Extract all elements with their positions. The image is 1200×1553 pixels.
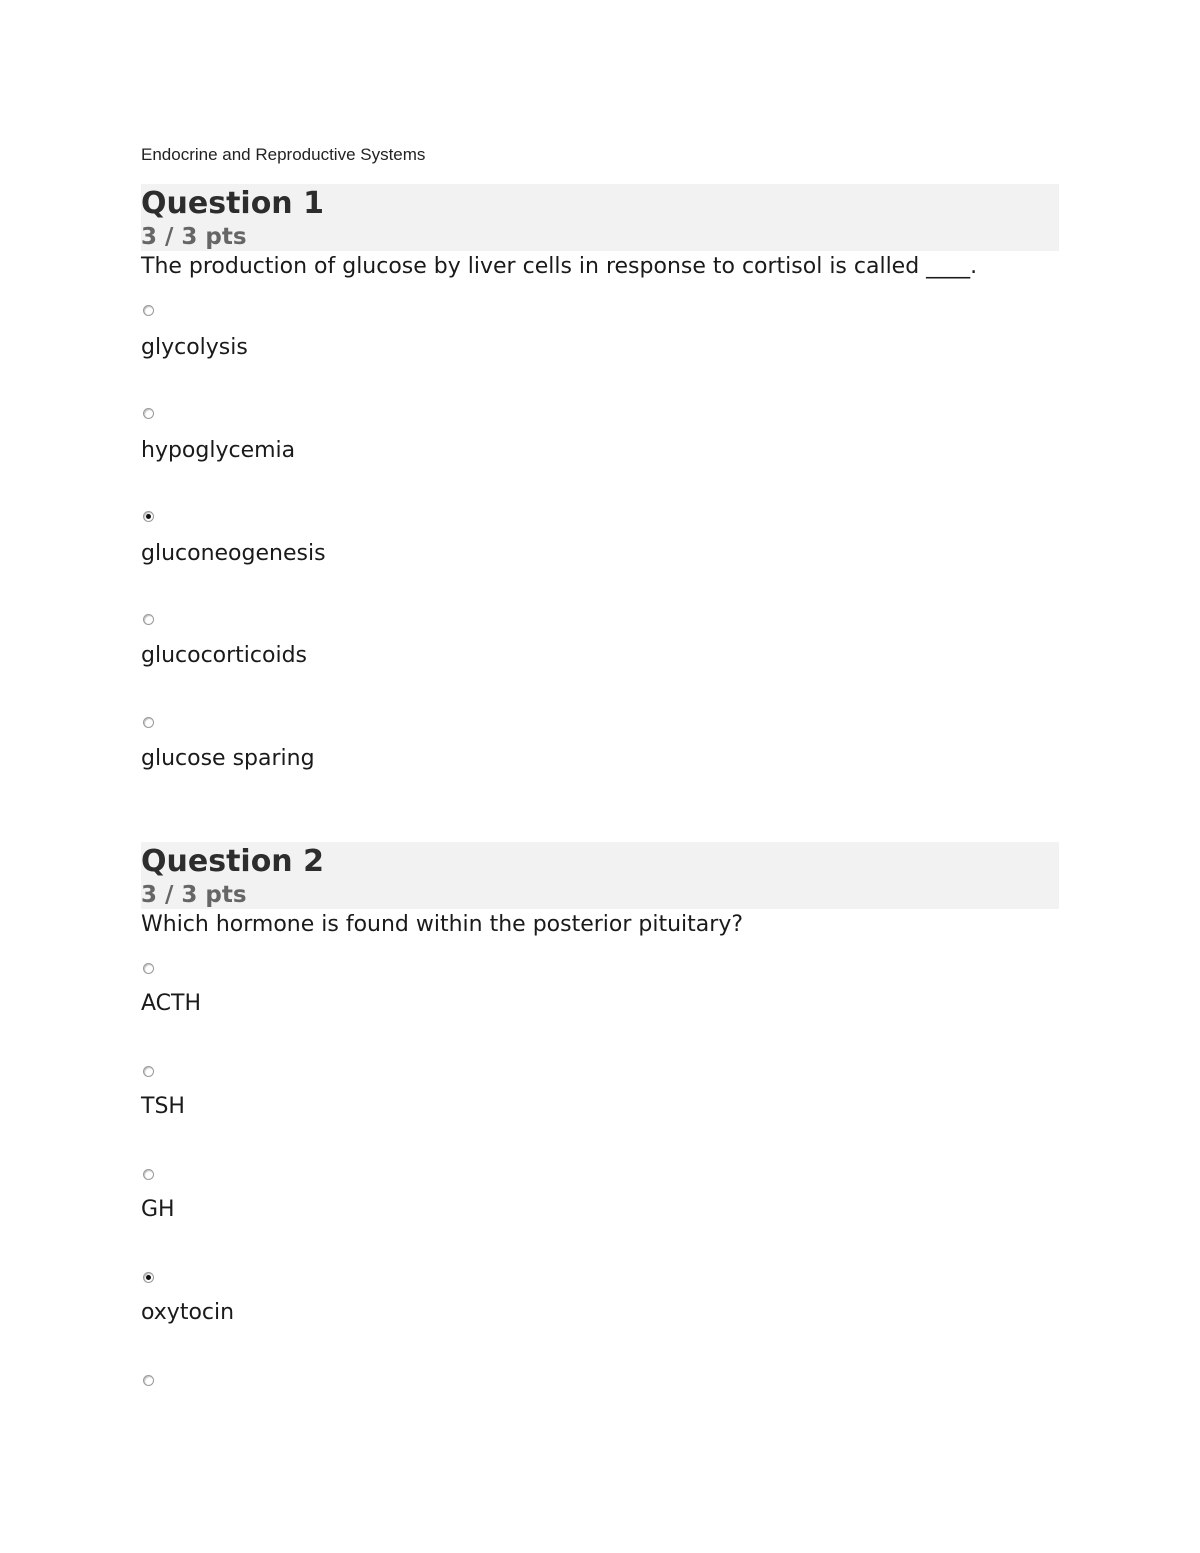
question-title: Question 2 (141, 844, 324, 879)
answer-label: glycolysis (141, 335, 248, 360)
answer-radio[interactable] (143, 1169, 154, 1180)
answer-label: oxytocin (141, 1300, 235, 1325)
answer-radio[interactable] (143, 717, 154, 728)
answer-radio[interactable] (143, 1375, 154, 1386)
answer-label: gluconeogenesis (141, 541, 326, 566)
answer-radio[interactable] (143, 963, 154, 974)
question-title: Question 1 (141, 186, 324, 221)
question-points: 3 / 3 pts (141, 224, 247, 250)
question-text: Which hormone is found within the posterior pituitary? (141, 912, 744, 937)
answer-radio[interactable] (143, 408, 154, 419)
answer-label: TSH (141, 1094, 185, 1119)
answer-label: glucocorticoids (141, 643, 308, 668)
answer-radio[interactable] (143, 305, 154, 316)
question-header (141, 184, 1059, 251)
answer-radio-selected[interactable] (143, 511, 154, 522)
question-points: 3 / 3 pts (141, 882, 247, 908)
answer-label: GH (141, 1197, 175, 1222)
question-header (141, 842, 1059, 909)
answer-radio-selected[interactable] (143, 1272, 154, 1283)
question-text: The production of glucose by liver cells in response to cortisol is called ____. (141, 254, 978, 279)
document-title: Endocrine and Reproductive Systems (141, 145, 426, 164)
answer-label: hypoglycemia (141, 438, 296, 463)
answer-radio[interactable] (143, 614, 154, 625)
answer-label: ACTH (141, 991, 202, 1016)
answer-label: glucose sparing (141, 746, 315, 771)
answer-radio[interactable] (143, 1066, 154, 1077)
